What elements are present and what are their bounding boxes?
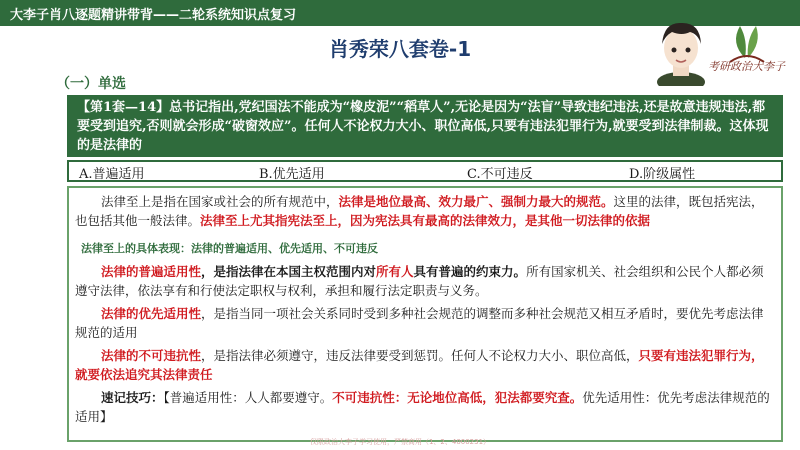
section-label: （一）单选: [56, 76, 126, 92]
paragraph-priority: 法律的优先适用性，是指当同一项社会关系同时受到多种社会规范的调整而多种社会规范又相互矛盾时，要优先考虑法律规范的适用: [75, 306, 764, 340]
paragraph-memory-tip: 速记技巧：【普遍适用性：人人都要遵守。不可违抗性：无论地位高低，犯法都要究查。优先适用性：优先考虑法律规范的适用】: [75, 390, 770, 424]
option-c[interactable]: C.不可违反: [467, 167, 533, 182]
slide-title: 肖秀荣八套卷-1: [328, 37, 472, 61]
paragraph-rule-of-law: 法律至上是指在国家或社会的所有规范中，法律是地位最高、效力最广、强制力最大的规范。这里的法律，既包括宪法，也包括其他一般法律。法律至上尤其指宪法至上，因为宪法具有最高的法律效力，是其他一切法律的依据: [75, 194, 764, 228]
subheading: 法律至上的具体表现：法律的普遍适用、优先适用、不可违反: [81, 242, 378, 255]
explanation-box: [67, 186, 783, 442]
paragraph-universal: 法律的普遍适用性，是指法律在本国主权范围内对所有人具有普遍的约束力。所有国家机关、社会组织和公民个人都必须遵守法律，依法享有和行使法定职权与权利，承担和履行法定职责与义务。: [75, 264, 764, 298]
watermark: 仅限政治大李子学习使用，严禁商用（1、2、4000231）: [309, 438, 491, 446]
option-d[interactable]: D.阶级属性: [629, 167, 696, 182]
question-box: [67, 95, 783, 157]
paragraph-inviolable: 法律的不可违抗性，是指法律必须遵守，违反法律要受到惩罚。任何人不论权力大小、职位高低，只要有违法犯罪行为，就要依法追究其法律责任: [75, 348, 764, 382]
brand-text: 考研政治大李子: [708, 60, 785, 73]
question-text: 【第1套—14】总书记指出,党纪国法不能成为“橡皮泥”“稻草人”,无论是因为“法盲”导致违纪违法,还是故意违规违法,都要受到追究,否则就会形成“破窗效应”。任何人不论权力大小、职位高低,只要有违法犯罪行为,就要受到法律制裁。这体现的是法律的: [77, 100, 769, 153]
options-row: [67, 160, 783, 182]
course-title: 大李子肖八逐题精讲带背——二轮系统知识点复习: [10, 8, 297, 23]
option-a[interactable]: A.普遍适用: [79, 167, 145, 182]
option-b[interactable]: B.优先适用: [259, 167, 325, 182]
